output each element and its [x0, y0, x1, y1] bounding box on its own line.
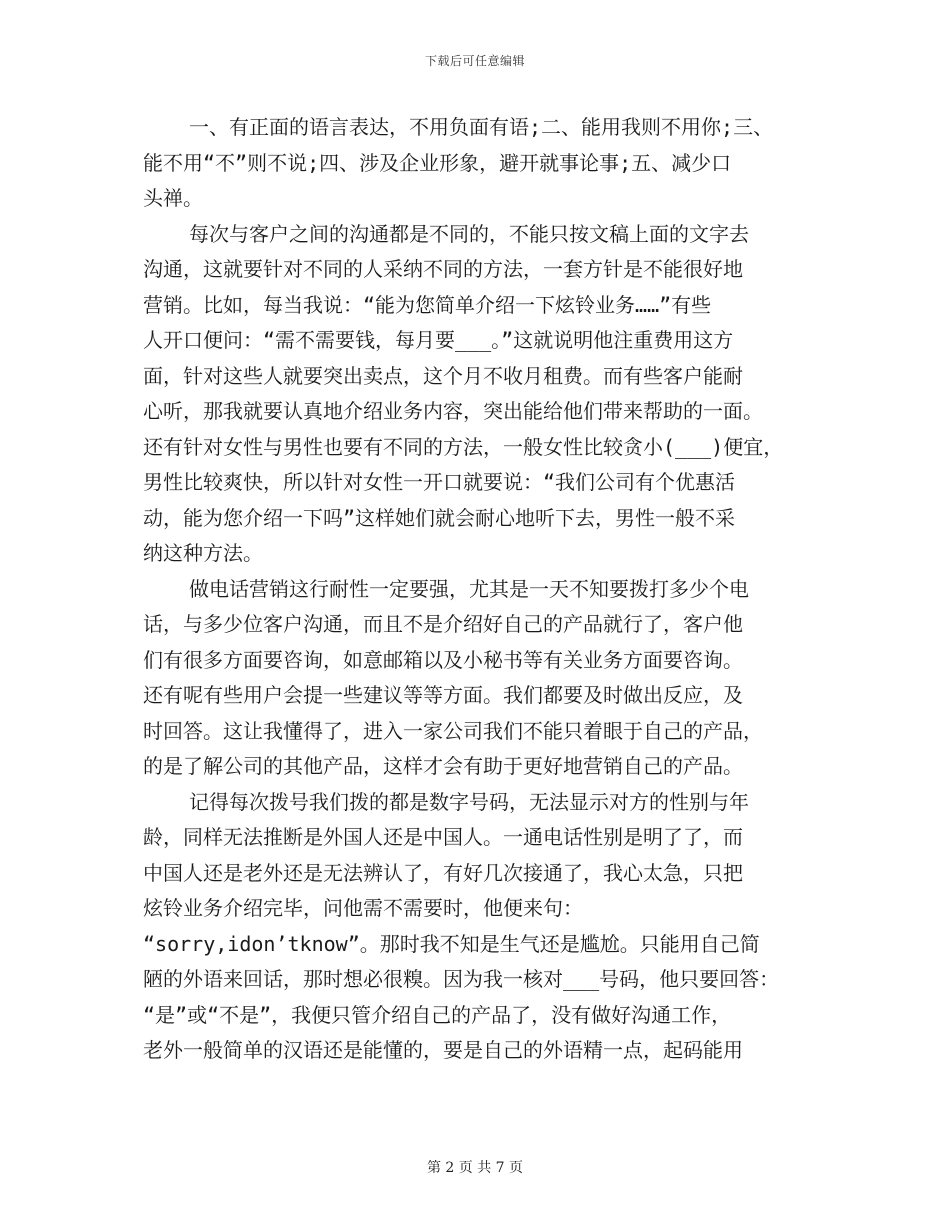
text-line: “是”或“不是”，我便只管介绍自己的产品了，没有做好沟通工作，	[143, 1002, 732, 1027]
text-line: 老外一般简单的汉语还是能懂的，要是自己的外语精一点，起码能用	[143, 1038, 743, 1062]
text-line: 还有针对女性与男性也要有不同的方法，一般女性比较贪小(___)便宜，	[143, 434, 784, 459]
text-line: 时回答。这让我懂得了，进入一家公司我们不能只着眼于自己的产品，	[143, 718, 763, 743]
text-line: 每次与客户之间的沟通都是不同的，不能只按文稿上面的文字去	[189, 221, 749, 246]
text-line: 还有呢有些用户会提一些建议等等方面。我们都要及时做出反应，及	[143, 683, 743, 707]
text-line: 中国人还是老外还是无法辨认了，有好几次接通了，我心太急，只把	[143, 860, 743, 885]
text-line: 动，能为您介绍一下吗”这样她们就会耐心地听下去，男性一般不采	[143, 505, 736, 530]
text-line: 纳这种方法。	[143, 541, 263, 565]
text-line: 记得每次拨号我们拨的都是数字号码，无法显示对方的性别与年	[189, 789, 749, 814]
text-line: 能不用“不”则不说;四、涉及企业形象，避开就事论事;五、减少口	[143, 150, 732, 175]
text-line: 一、有正面的语言表达，不用负面有语;二、能用我则不用你;三、	[189, 115, 774, 139]
text-line: 话，与多少位客户沟通，而且不是介绍好自己的产品就行了，客户他	[143, 612, 743, 636]
text-line: 营销。比如，每当我说：“能为您简单介绍一下炫铃业务……”有些	[143, 292, 712, 317]
text-line: 沟通，这就要针对不同的人采纳不同的方法，一套方针是不能很好地	[143, 257, 743, 281]
text-line: “sorry,idon’tknow”。那时我不知是生气还是尴尬。只能用自己简	[143, 931, 760, 956]
text-line: 陋的外语来回话，那时想必很糗。因为我一核对___号码，他只要回答：	[143, 967, 780, 991]
text-line: 面，针对这些人就要突出卖点，这个月不收月租费。而有些客户能耐	[143, 363, 743, 388]
text-line: 心听，那我就要认真地介绍业务内容，突出能给他们带来帮助的一面。	[143, 399, 763, 423]
text-line: 们有很多方面要咨询，如意邮箱以及小秘书等有关业务方面要咨询。	[143, 647, 743, 672]
text-line: 男性比较爽快，所以针对女性一开口就要说：“我们公司有个优惠活	[143, 470, 736, 494]
page-footer: 第 2 页 共 7 页	[426, 1160, 524, 1176]
text-line: 的是了解公司的其他产品，这样才会有助于更好地营销自己的产品。	[143, 754, 743, 778]
text-line: 做电话营销这行耐性一定要强，尤其是一天不知要拨打多少个电	[189, 576, 749, 601]
text-line: 头禅。	[143, 186, 203, 210]
document-body	[143, 110, 807, 1069]
text-line: 炫铃业务介绍完毕，问他需不需要时，他便来句：	[143, 896, 583, 920]
text-line: 人开口便问：“需不需要钱，每月要___。”这就说明他注重费用这方	[143, 328, 734, 352]
page-header: 下载后可任意编辑	[424, 54, 525, 68]
text-line: 龄，同样无法推断是外国人还是中国人。一通电话性别是明了了，而	[143, 825, 743, 849]
